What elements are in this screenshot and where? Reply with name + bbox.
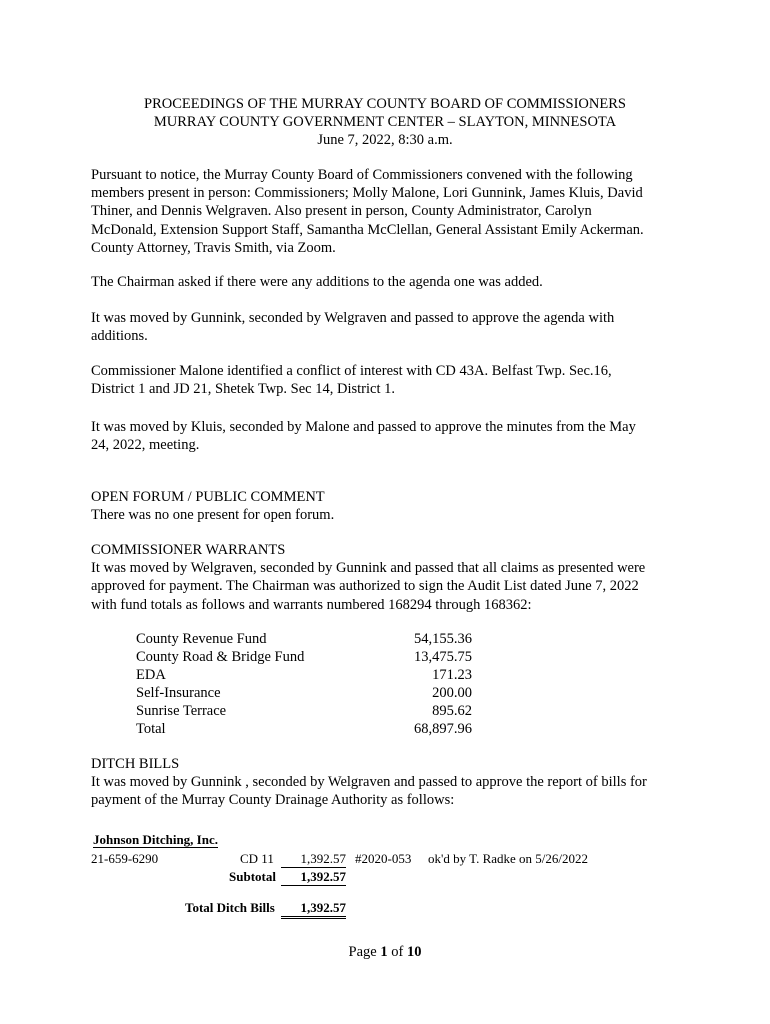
invoice-number: #2020-053	[355, 851, 412, 866]
ditch-amount: 1,392.57	[281, 851, 346, 868]
of-word: of	[391, 944, 404, 960]
fund-name: County Road & Bridge Fund	[136, 649, 305, 665]
warrants-section	[91, 541, 679, 614]
conflict-of-interest	[91, 362, 679, 398]
ditch-bills-section	[91, 755, 679, 810]
document-location: MURRAY COUNTY GOVERNMENT CENTER – SLAYTON, MINNESOTA	[153, 114, 617, 130]
minutes-motion	[91, 418, 679, 454]
ditch-bills-line: payment of the Murray County Drainage Authority as follows:	[91, 792, 455, 809]
agenda-motion-line: It was moved by Gunnink, seconded by Welgraven and passed to approve the agenda with	[91, 310, 615, 326]
conflict-line: Commissioner Malone identified a conflict of interest with CD 43A. Belfast Twp. Sec.16,	[91, 363, 612, 379]
minutes-motion-line: It was moved by Kluis, seconded by Malone and passed to approve the minutes from the May	[91, 419, 636, 435]
vendor-name-text: Johnson Ditching, Inc.	[93, 832, 218, 847]
warrants-line: approved for payment. The Chairman was authorized to sign the Audit List dated June 7, 2022	[91, 578, 639, 595]
open-forum-text: There was no one present for open forum.	[91, 507, 335, 524]
intro-line: Thiner, and Dennis Welgraven. Also present in person, County Administrator, Carolyn	[91, 203, 592, 220]
fund-total-amount: 68,897.96	[414, 721, 472, 737]
vendor-name	[93, 832, 218, 848]
account-number: 21-659-6290	[91, 851, 159, 866]
open-forum-section	[91, 488, 679, 524]
approval-note: ok'd by T. Radke on 5/26/2022	[428, 851, 589, 866]
fund-amount: 54,155.36	[414, 631, 472, 647]
fund-amount: 200.00	[432, 685, 472, 701]
page-word: Page	[348, 944, 377, 960]
total-ditch-bills-amount: 1,392.57	[281, 900, 346, 919]
intro-line: McDonald, Extension Support Staff, Samantha McClellan, General Assistant Emily Ackerman.	[91, 221, 644, 238]
meeting-date: June 7, 2022, 8:30 a.m.	[317, 132, 453, 148]
page-footer	[0, 943, 770, 961]
agenda-additions-text: The Chairman asked if there were any additions to the agenda one was added.	[91, 274, 543, 290]
total-ditch-bills-label: Total Ditch Bills	[185, 900, 275, 915]
ditch-bills-line: It was moved by Gunnink , seconded by Welgraven and passed to approve the report of bills for	[91, 774, 647, 791]
agenda-motion-line: additions.	[91, 328, 148, 345]
page-number: 1	[380, 944, 388, 960]
warrants-line: It was moved by Welgraven, seconded by Gunnink and passed that all claims as presented were	[91, 560, 646, 577]
intro-paragraph	[91, 166, 679, 257]
page-total: 10	[406, 944, 422, 960]
minutes-motion-line: 24, 2022, meeting.	[91, 437, 200, 454]
fund-name: County Revenue Fund	[136, 631, 267, 647]
intro-line: members present in person: Commissioners; Molly Malone, Lori Gunnink, James Kluis, David	[91, 185, 643, 202]
fund-name: Self-Insurance	[136, 685, 221, 701]
fund-amount: 13,475.75	[414, 649, 472, 665]
subtotal-label: Subtotal	[229, 869, 276, 884]
fund-name: Sunrise Terrace	[136, 703, 227, 719]
subtotal-amount: 1,392.57	[281, 869, 346, 886]
open-forum-heading: OPEN FORUM / PUBLIC COMMENT	[91, 489, 325, 505]
intro-line: Pursuant to notice, the Murray County Board of Commissioners convened with the following	[91, 167, 633, 183]
conflict-line: District 1 and JD 21, Shetek Twp. Sec 14, District 1.	[91, 381, 395, 398]
agenda-motion	[91, 309, 679, 345]
document-title: PROCEEDINGS OF THE MURRAY COUNTY BOARD OF COMMISSIONERS	[144, 96, 626, 112]
intro-line: County Attorney, Travis Smith, via Zoom.	[91, 239, 336, 256]
warrants-line: with fund totals as follows and warrants numbered 168294 through 168362:	[91, 596, 532, 613]
ditch-id: CD 11	[240, 851, 274, 866]
fund-name: EDA	[136, 667, 166, 683]
ditch-bills-heading: DITCH BILLS	[91, 756, 180, 772]
fund-amount: 171.23	[432, 667, 472, 683]
fund-total-label: Total	[136, 721, 166, 737]
fund-amount: 895.62	[432, 703, 472, 719]
warrants-heading: COMMISSIONER WARRANTS	[91, 542, 286, 558]
